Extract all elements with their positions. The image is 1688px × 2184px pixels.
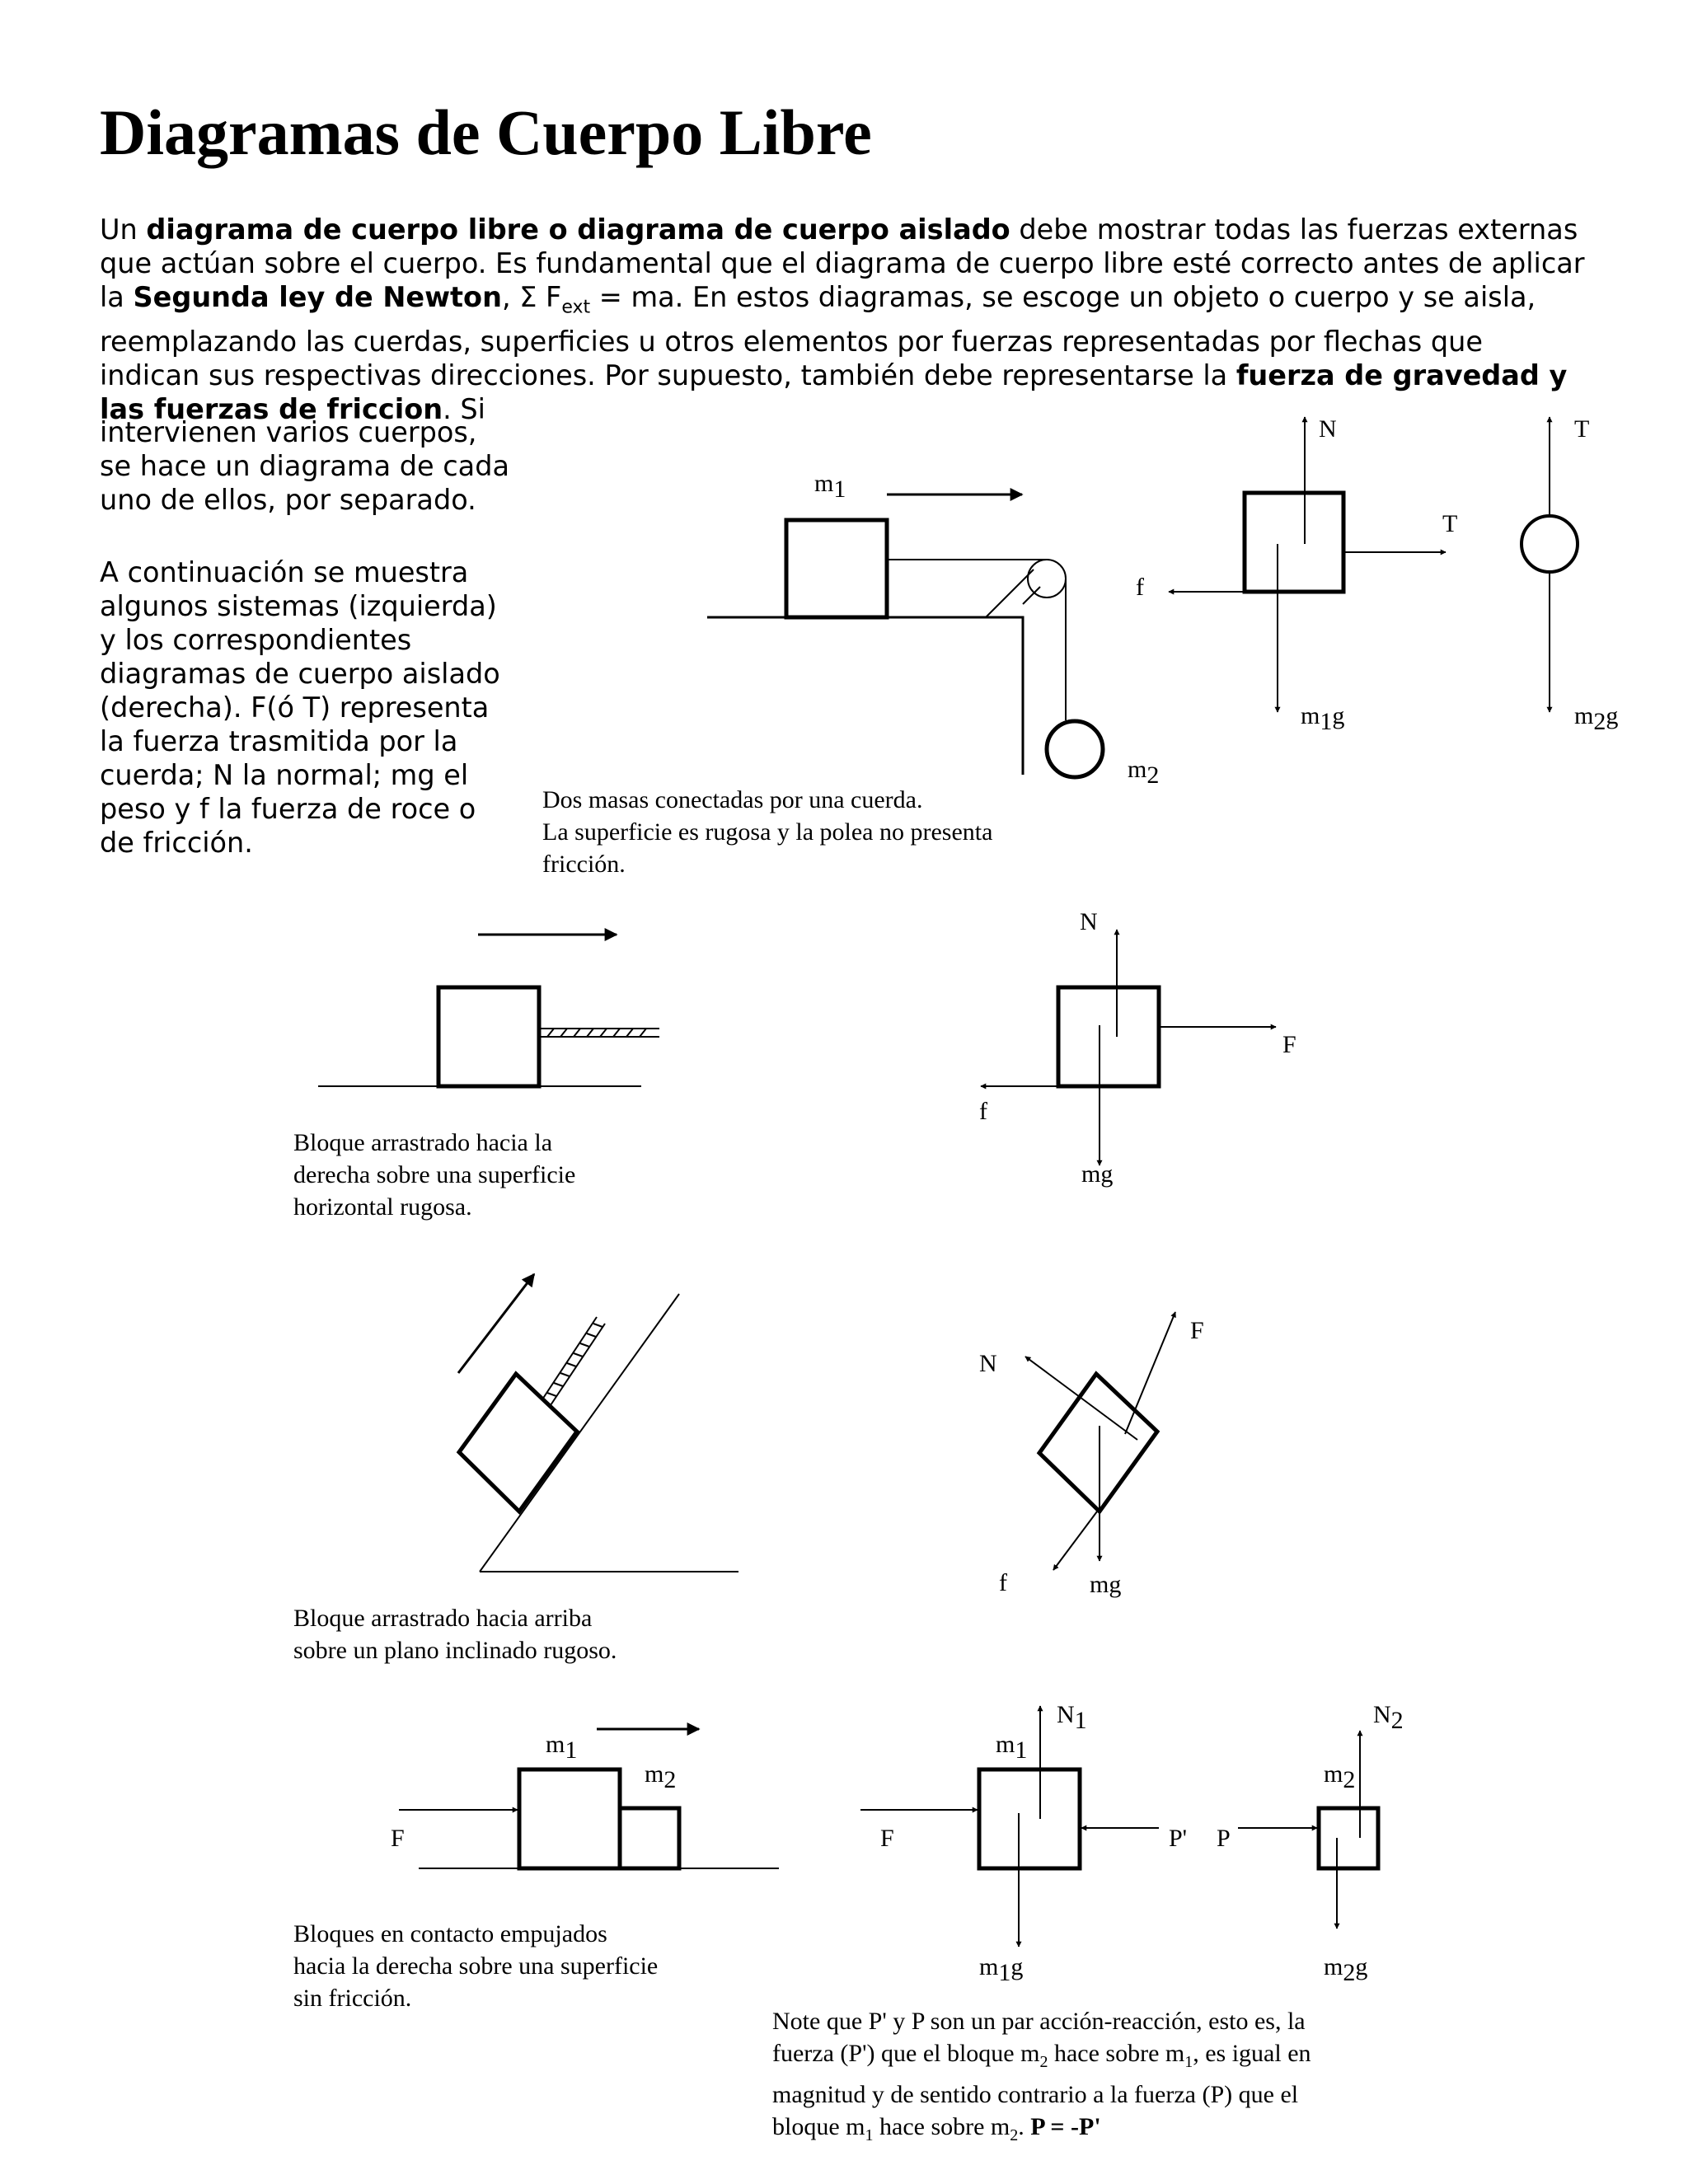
label-mg: mg (1090, 1571, 1122, 1598)
force-friction (1053, 1508, 1100, 1570)
rope-left (542, 1317, 597, 1399)
label-T: T (1442, 510, 1458, 537)
label-F: F (880, 1825, 894, 1852)
rope-hatch (547, 1324, 603, 1396)
fbd-block-m1 (1136, 415, 1457, 735)
label-m2: m2 (645, 1760, 677, 1793)
fbd-block (1039, 1374, 1157, 1511)
table-surface (707, 617, 1023, 775)
label-m1: m1 (996, 1731, 1028, 1764)
block-m1 (519, 1769, 620, 1868)
label-F: F (1190, 1317, 1204, 1344)
label-P-prime: P' (1169, 1825, 1188, 1852)
system-inclined-plane (458, 1274, 738, 1572)
pulley-bracket (986, 569, 1034, 617)
block (438, 987, 539, 1086)
fbd-block (979, 1769, 1080, 1868)
incline (480, 1294, 679, 1572)
pulley (1028, 560, 1066, 598)
term-friction: las fuerzas de friccion (100, 392, 443, 425)
label-N: N (1319, 415, 1337, 443)
system-two-masses-pulley (707, 470, 1159, 789)
fbd-block (1058, 987, 1159, 1086)
motion-arrow (458, 1274, 534, 1373)
fbd-dragged-block (979, 908, 1296, 1188)
label-f: f (979, 1098, 987, 1125)
label-T: T (1574, 415, 1590, 443)
term-gravity: fuerza de gravedad y (1236, 359, 1568, 391)
fbd-block (1245, 493, 1343, 592)
caption-two-masses: Dos masas conectadas por una cuerda. La superficie es rugosa y la polea no presenta fricción. (542, 786, 993, 878)
label-m2: m2 (1324, 1760, 1356, 1793)
caption-dragged-block: Bloque arrastrado hacia la derecha sobre una superficie horizontal rugosa. (293, 1129, 576, 1221)
system-blocks-contact (391, 1729, 779, 1868)
force-F (1125, 1312, 1175, 1434)
term-newton: Segunda ley de Newton (133, 281, 502, 313)
label-m1: m1 (546, 1731, 578, 1764)
label-m2g: m2g (1574, 702, 1619, 735)
fbd-inclined-block (979, 1312, 1204, 1598)
label-F: F (1282, 1031, 1296, 1058)
caption-inclined-plane: Bloque arrastrado hacia arriba sobre un plano inclinado rugoso. (293, 1605, 617, 1664)
label-m1g: m1g (1301, 702, 1345, 735)
fbd-block-m1-contact (860, 1701, 1187, 1986)
label-f: f (999, 1569, 1007, 1596)
label-N2: N2 (1373, 1701, 1404, 1734)
label-N: N (979, 1350, 997, 1377)
page-title: Diagramas de Cuerpo Libre (100, 96, 872, 168)
side-paragraph-2: A continuación se muestra algunos sistemas (izquierda) y los correspondientes diagramas de cuerpo aislado (derecha). F(ó T) representa la fuerza trasmitida por la cuerda; N la normal; mg el peso y f la fuerza de roce o de fricción. (100, 556, 500, 859)
label-m2g: m2g (1324, 1953, 1368, 1986)
rope-hatch (547, 1029, 646, 1037)
note-action-reaction: Note que P' y P son un par acción-reacción, esto es, la fuerza (P') que el bloque $m_2$ hace sobre $m_1$, es igual en magnitud y de sentido contrario a la fuerza (P) que el bloque $m_1$ hace sobre $m_2$. P = -P' (772, 2008, 1311, 2144)
label-m2: m2 (1128, 756, 1160, 789)
side-paragraph-1: intervienen varios cuerpos, se hace un diagrama de cada uno de ellos, por separado. (100, 416, 510, 516)
label-mg: mg (1081, 1160, 1114, 1188)
block-m2 (620, 1808, 679, 1868)
intro-paragraph: Un diagrama de cuerpo libre o diagrama de cuerpo aislado debe mostrar todas las fuerzas externas que actúan sobre el cuerpo. Es fundamental que el diagrama de cuerpo libre esté correcto antes de aplicar la Segunda ley de Newton, Σ $F_{ext}$ = ma. En estos diagramas, se escoge un objeto o cuerpo y se aisla, reemplazando las cuerdas, superficies u otros elementos por fuerzas representadas por flechas que indican sus respectivas direcciones. Por supuesto, también debe representarse la fuerza de gravedad y las fuerzas de friccion. Si (100, 213, 1585, 425)
hanging-mass-m2 (1047, 721, 1103, 777)
term-diagram: diagrama de cuerpo libre o diagrama de cuerpo aislado (146, 213, 1010, 246)
block (459, 1374, 577, 1511)
system-dragged-block (318, 935, 659, 1086)
caption-blocks-contact: Bloques en contacto empujados hacia la derecha sobre una superficie sin fricción. (293, 1920, 659, 2012)
fbd-sphere (1522, 516, 1578, 572)
label-f: f (1136, 574, 1144, 601)
label-N1: N1 (1057, 1701, 1087, 1734)
fbd-hanging-mass-m2 (1522, 415, 1618, 735)
label-m1g: m1g (979, 1953, 1024, 1986)
fbd-block (1319, 1808, 1378, 1868)
block-m1 (786, 520, 887, 617)
label-N: N (1080, 908, 1098, 935)
rope-right (551, 1324, 605, 1405)
fbd-block-m2-contact (1217, 1701, 1404, 1986)
label-F: F (391, 1825, 405, 1852)
label-P: P (1217, 1825, 1231, 1852)
label-m1: m1 (814, 470, 846, 503)
